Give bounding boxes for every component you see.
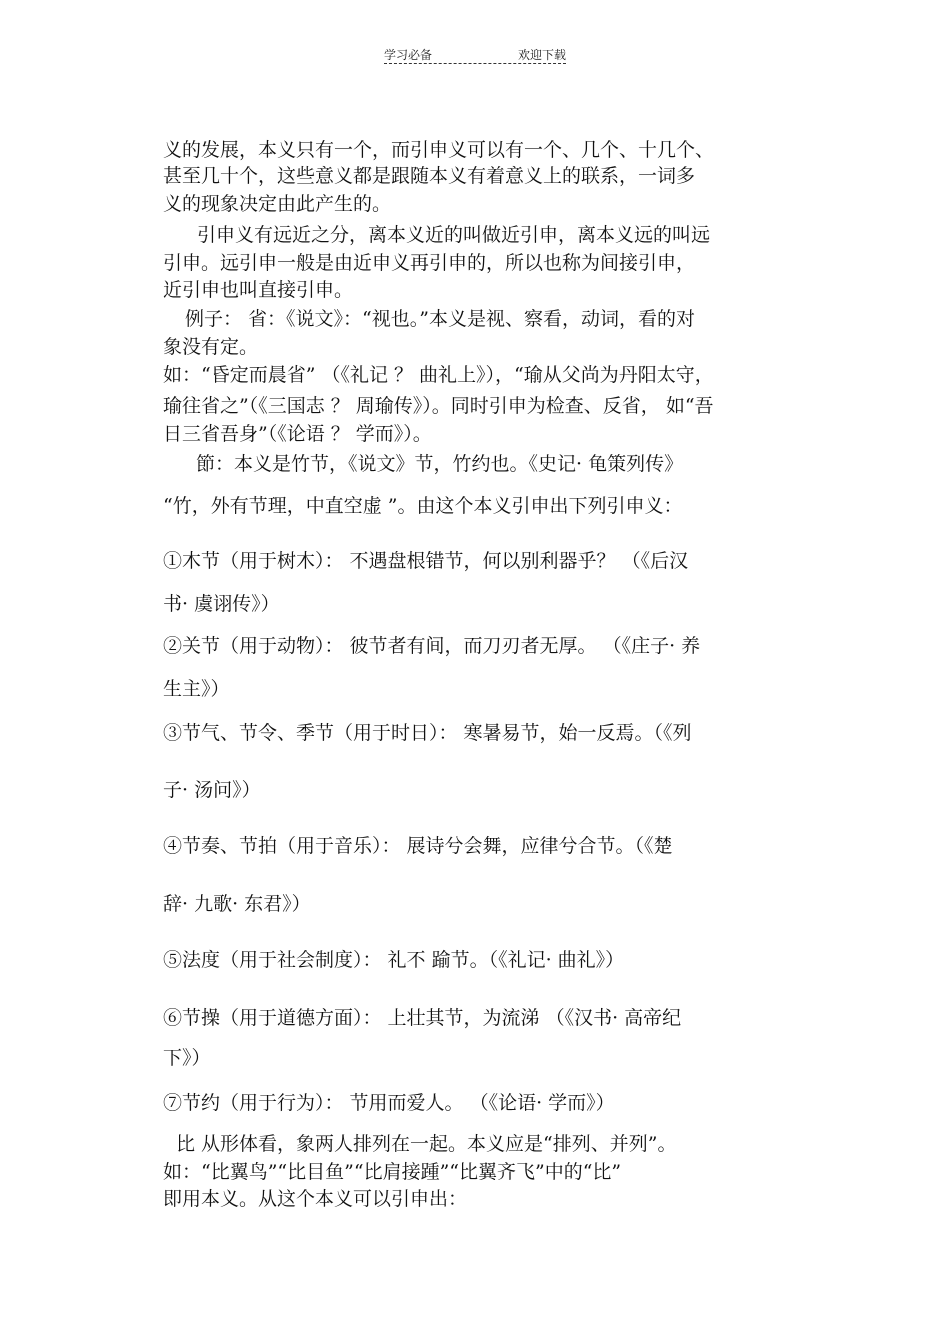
body-line-10: 瑜往省之”（《三国志 ？ 周瑜传》）。同时引申为检查、反省， 如“吾 [163,395,714,417]
body-line-1: 义的发展，本义只有一个，而引申义可以有一个、几个、十几个、 [163,139,715,161]
list-item-2-line-1: ②关节（用于动物）： 彼节者有间，而刀刃者无厚。 （《庄子· 养 [163,635,701,657]
body-line-bi-2: 如：“比翼鸟”“比目鱼”“比肩接踵”“比翼齐飞”中的“比” [163,1161,622,1183]
list-item-6-line-2: 下》） [163,1047,211,1069]
body-line-4: 引申义有远近之分，离本义近的叫做近引申，离本义远的叫远 [197,224,711,246]
header-right-text: 欢迎下载 [517,48,566,62]
header-dashed-rule [384,63,566,64]
list-item-3-line-1: ③节气、节令、季节（用于时日）： 寒暑易节，始一反焉。（《列 [163,722,692,744]
header-left-text: 学习必备 [384,48,433,62]
list-item-4-line-1: ④节奏、节拍（用于音乐）： 展诗兮会舞，应律兮合节。（《楚 [163,835,673,857]
body-line-12: 節：本义是竹节，《说文》节，竹约也。《史记· 龟策列传》 [196,453,684,475]
body-line-bi-1: 比 从形体看，象两人排列在一起。本义应是“排列、并列”。 [176,1133,677,1155]
page-header [384,44,566,66]
list-item-3-line-2: 子· 汤问》） [163,779,261,801]
list-item-1-line-2: 书· 虞诩传》） [163,593,280,615]
list-item-1-line-1: ①木节（用于树木）： 不遇盘根错节，何以别利器乎？ （《后汉 [163,550,689,572]
body-line-3: 义的现象决定由此产生的。 [163,193,392,215]
body-line-6: 近引申也叫直接引申。 [163,279,354,301]
body-line-13: “竹，外有节理，中直空虚 ”。由这个本义引申出下列引申义： [163,495,683,517]
body-line-11: 日三省吾身”（《论语 ？ 学而》）。 [163,423,432,445]
list-item-2-line-2: 生主》） [163,678,230,700]
list-item-6-line-1: ⑥节操（用于道德方面）： 上壮其节，为流涕 （《汉书· 高帝纪 [163,1007,682,1029]
body-line-8: 象没有定。 [163,336,259,358]
body-line-7: 例子： 省：《说文》：“视也。”本义是视、察看，动词，看的对 [185,308,695,330]
list-item-7: ⑦节约（用于行为）： 节用而爱人。 （《论语· 学而》） [163,1092,615,1114]
body-line-9: 如：“昏定而晨省” （《礼记 ？ 曲礼上》），“瑜从父尚为丹阳太守， [163,364,714,386]
body-line-5: 引申。远引申一般是由近申义再引申的，所以也称为间接引申， [163,252,696,274]
body-line-bi-3: 即用本义。从这个本义可以引申出： [163,1188,468,1210]
list-item-5: ⑤法度（用于社会制度）： 礼不 踰节。（《礼记· 曲礼》） [163,949,625,971]
list-item-4-line-2: 辞· 九歌· 东君》） [163,893,311,915]
body-line-2: 甚至几十个，这些意义都是跟随本义有着意义上的联系，一词多 [163,165,696,187]
